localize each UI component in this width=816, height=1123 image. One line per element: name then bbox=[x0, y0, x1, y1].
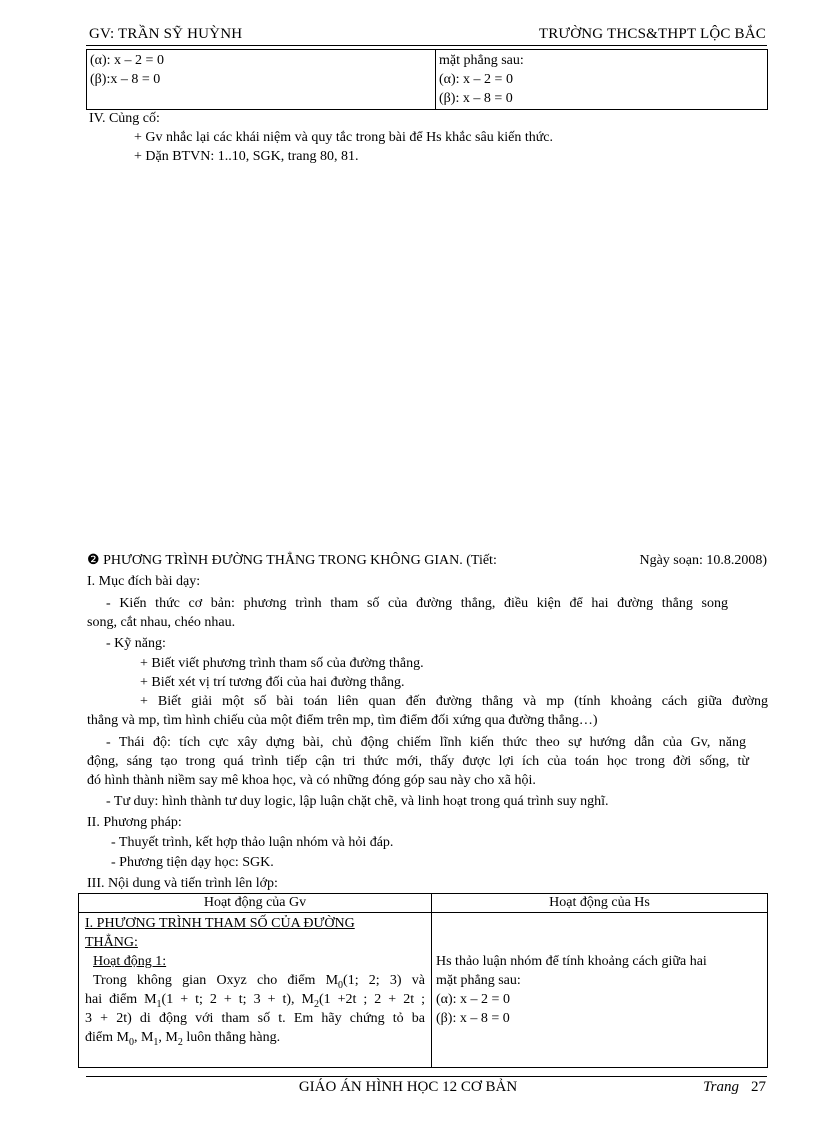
cung-co-item: + Gv nhắc lại các khái niệm và quy tắc trong bài để Hs khắc sâu kiến thức. bbox=[134, 130, 554, 145]
gv-problem-line: Trong không gian Oxyz cho điểm $M_0(1$; 2; 3) và bbox=[93, 973, 425, 991]
gv-problem-line: hai điểm $M_1(1 + t$; 2 + t; 3 + t), $M_2(1 +2t$ ; 2 + 2t ; bbox=[85, 992, 425, 1010]
continued-table bbox=[86, 49, 768, 110]
kien-thuc-label: - Kiến thức cơ bản: bbox=[106, 596, 235, 611]
activity-table bbox=[78, 893, 768, 1068]
phuong-phap-item: - Thuyết trình, kết hợp thảo luận nhóm và hỏi đáp. bbox=[111, 835, 394, 850]
section-muc-dich: I. Mục đích bài dạy: bbox=[87, 574, 201, 589]
hs-activity-line: (β): x – 8 = 0 bbox=[436, 1011, 510, 1026]
lesson-bullet-icon: ❷ bbox=[87, 553, 100, 568]
gv-activity-label: Hoạt động 1: bbox=[93, 954, 167, 969]
kien-thuc-line bbox=[106, 594, 728, 613]
section-phuong-phap: II. Phương pháp: bbox=[87, 815, 182, 830]
lesson-date: Ngày soạn: 10.8.2008) bbox=[639, 553, 767, 568]
cung-co-item: + Dặn BTVN: 1..10, SGK, trang 80, 81. bbox=[134, 149, 359, 164]
gv-activity-cell bbox=[79, 913, 432, 1068]
gv-problem-line: điểm $M_0$, $M_1$, $M_2$ luôn thẳng hàng. bbox=[85, 1030, 281, 1048]
gv-section-heading: I. PHƯƠNG TRÌNH THAM SỐ CỦA ĐƯỜNG bbox=[85, 916, 355, 931]
ky-nang-item: + Biết viết phương trình tham số của đường thẳng. bbox=[140, 656, 424, 671]
gv-section-heading-cont: THẲNG: bbox=[85, 935, 138, 950]
hs-activity-cell bbox=[432, 913, 768, 1068]
ky-nang-item: + Biết xét vị trí tương đối của hai đường thẳng. bbox=[140, 675, 405, 690]
column-header-hs: Hoạt động của Hs bbox=[432, 894, 768, 913]
header-school: TRƯỜNG THCS&THPT LỘC BẮC bbox=[538, 26, 766, 42]
header-teacher: GV: TRẦN SỸ HUỲNH bbox=[89, 26, 243, 42]
hs-activity-line: mặt phẳng sau: bbox=[436, 973, 521, 988]
header-divider bbox=[86, 45, 767, 46]
lesson-title-line bbox=[87, 551, 767, 570]
hs-activity-line: (α): x – 2 = 0 bbox=[436, 992, 510, 1007]
ky-nang-label: - Kỹ năng: bbox=[106, 636, 166, 651]
kien-thuc-text: phương trình tham số của đường thẳng, điều kiện để hai đường thẳng song bbox=[243, 596, 729, 611]
hs-activity-line: Hs thảo luận nhóm để tính khoảng cách giữa hai bbox=[436, 954, 707, 969]
page-number: 27 bbox=[751, 1079, 766, 1095]
gv-beta-equation: (β):x – 8 = 0 bbox=[90, 72, 161, 87]
thai-do-line: đó hình thành niềm say mê khoa học, và có những đóng góp sau này cho xã hội. bbox=[87, 773, 536, 788]
kien-thuc-cont: song, cắt nhau, chéo nhau. bbox=[87, 615, 236, 630]
hs-intro-text: mặt phẳng sau: bbox=[439, 53, 524, 68]
tu-duy-line: - Tư duy: hình thành tư duy logic, lập luận chặt chẽ, và linh hoạt trong quá trình suy nghĩ. bbox=[106, 794, 609, 809]
page-label: Trang bbox=[703, 1079, 739, 1095]
hs-alpha-equation: (α): x – 2 = 0 bbox=[439, 72, 513, 87]
ky-nang-item: + Biết giải một số bài toán liên quan đến đường thẳng và mp (tính khoảng cách giữa đường bbox=[140, 694, 768, 709]
lesson-title: PHƯƠNG TRÌNH ĐƯỜNG THẲNG TRONG KHÔNG GIAN. (Tiết: bbox=[103, 553, 497, 568]
column-header-gv: Hoạt động của Gv bbox=[79, 894, 432, 913]
gv-problem-line: 3 + 2t) di động với tham số t. Em hãy chứng tỏ ba bbox=[85, 1011, 425, 1026]
gv-alpha-equation: (α): x – 2 = 0 bbox=[90, 53, 164, 68]
cung-co-heading: IV. Củng cố: bbox=[89, 111, 160, 126]
hs-beta-equation: (β): x – 8 = 0 bbox=[439, 91, 513, 106]
continued-table-hs-cell bbox=[436, 50, 768, 110]
ky-nang-cont: thẳng và mp, tìm hình chiếu của một điểm trên mp, tìm điểm đối xứng qua đường thẳng…) bbox=[87, 713, 598, 728]
continued-table-gv-cell bbox=[87, 50, 436, 110]
footer-page bbox=[703, 1079, 766, 1096]
thai-do-line: - Thái độ: tích cực xây dựng bài, chủ động chiếm lĩnh kiến thức theo sự hướng dẫn của Gv, năng bbox=[106, 735, 746, 750]
section-noi-dung: III. Nội dung và tiến trình lên lớp: bbox=[87, 876, 278, 891]
footer-title: GIÁO ÁN HÌNH HỌC 12 CƠ BẢN bbox=[298, 1079, 518, 1095]
thai-do-line: động, sáng tạo trong quá trình tiếp cận tri thức mới, thấy được lợi ích của toán học trong đời sống, từ bbox=[87, 754, 749, 769]
phuong-phap-item: - Phương tiện dạy học: SGK. bbox=[111, 855, 274, 870]
footer-divider bbox=[86, 1076, 767, 1077]
